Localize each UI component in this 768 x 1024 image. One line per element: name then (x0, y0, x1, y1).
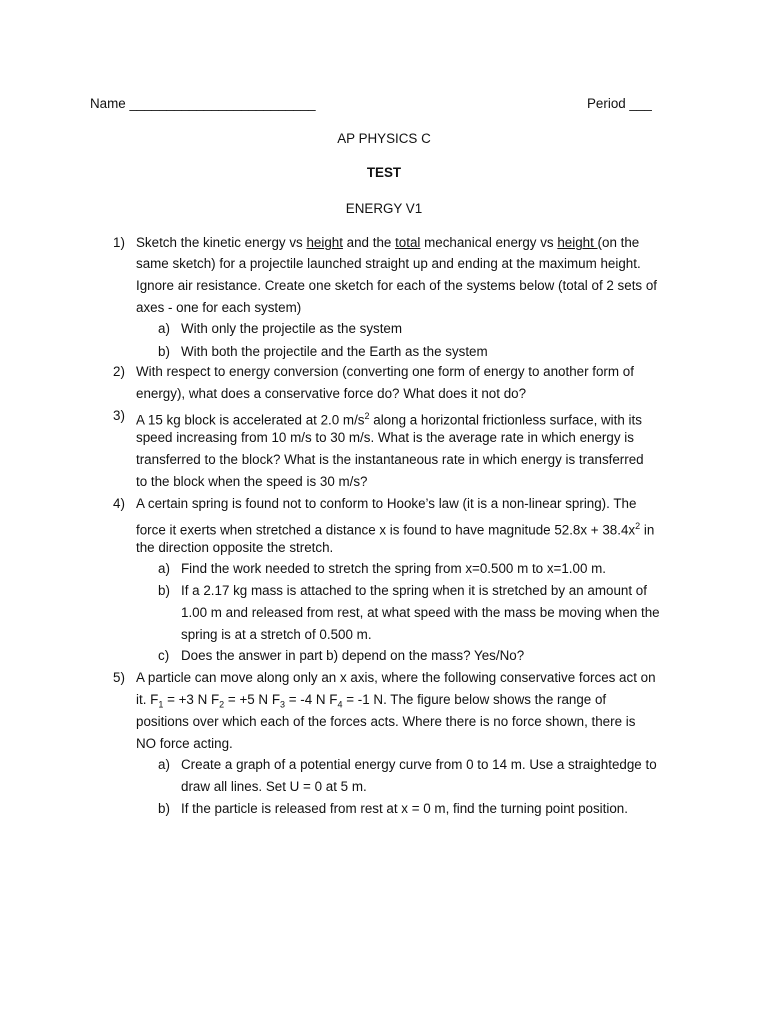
question-text-line: Ignore air resistance. Create one sketch for each of the systems below (total of 2 sets of (136, 278, 658, 293)
question-text-line: energy), what does a conservative force do? What does it not do? (136, 386, 527, 401)
subpart-label: b) (158, 583, 170, 598)
subpart-text: With both the projectile and the Earth as the system (181, 344, 488, 359)
question-text-line: A particle can move along only an x axis, where the following conservative forces act on (136, 670, 656, 685)
question-text-line: Sketch the kinetic energy vs height and the total mechanical energy vs height (on the (136, 235, 640, 250)
question-text-line: A certain spring is found not to conform to Hooke’s law (it is a non-linear spring). The (136, 496, 637, 511)
name-field-label: Name _________________________ (90, 96, 316, 111)
question-number: 2) (113, 364, 125, 379)
question-text-line: axes - one for each system) (136, 300, 302, 315)
subpart-label: c) (158, 648, 170, 663)
topic-title: ENERGY V1 (345, 201, 423, 216)
subpart-label: b) (158, 801, 170, 816)
subpart-text: If a 2.17 kg mass is attached to the spring when it is stretched by an amount of (181, 583, 647, 598)
question-text-line: force it exerts when stretched a distance x is found to have magnitude $52.8x + 38.4x^2$ in (136, 521, 655, 538)
course-title: AP PHYSICS C (337, 131, 431, 146)
question-text-line: positions over which each of the forces acts. Where there is no force shown, there is (136, 714, 636, 729)
subpart-text: With only the projectile as the system (181, 321, 403, 336)
question-text-line: to the block when the speed is 30 m/s? (136, 474, 368, 489)
subpart-text: draw all lines. Set U = 0 at 5 m. (181, 779, 367, 794)
period-field-label: Period ___ (587, 96, 652, 111)
subpart-text: If the particle is released from rest at x = 0 m, find the turning point position. (181, 801, 628, 816)
question-number: 3) (113, 408, 125, 423)
subpart-text: Does the answer in part b) depend on the mass? Yes/No? (181, 648, 525, 663)
question-text-line: transferred to the block? What is the instantaneous rate in which energy is transferred (136, 452, 644, 467)
subpart-text: spring is at a stretch of 0.500 m. (181, 627, 372, 642)
question-text-line: A 15 kg block is accelerated at 2.0 $m/s^2$ along a horizontal frictionless surface, with its (136, 411, 642, 428)
question-text-line: NO force acting. (136, 736, 233, 751)
question-number: 1) (113, 235, 125, 250)
subpart-label: b) (158, 344, 170, 359)
question-number: 5) (113, 670, 125, 685)
subpart-text: Find the work needed to stretch the spring from x=0.500 m to x=1.00 m. (181, 561, 607, 576)
subpart-label: a) (158, 757, 170, 772)
subpart-label: a) (158, 561, 170, 576)
subpart-label: a) (158, 321, 170, 336)
question-text-line: it. $F_1 = +3$ N $F_2 = +5$ N $F_3 = -4$ N $F_4 = -1$ N. The figure below shows the range of (136, 692, 607, 710)
subpart-text: Create a graph of a potential energy curve from 0 to 14 m. Use a straightedge to (181, 757, 657, 772)
question-text-line: speed increasing from 10 m/s to 30 m/s. What is the average rate in which energy is (136, 430, 634, 445)
test-title: TEST (366, 165, 402, 180)
question-number: 4) (113, 496, 125, 511)
subpart-text: 1.00 m and released from rest, at what speed with the mass be moving when the (181, 605, 660, 620)
question-text-line: the direction opposite the stretch. (136, 540, 334, 555)
question-text-line: same sketch) for a projectile launched straight up and ending at the maximum height. (136, 256, 641, 271)
question-text-line: With respect to energy conversion (converting one form of energy to another form of (136, 364, 634, 379)
